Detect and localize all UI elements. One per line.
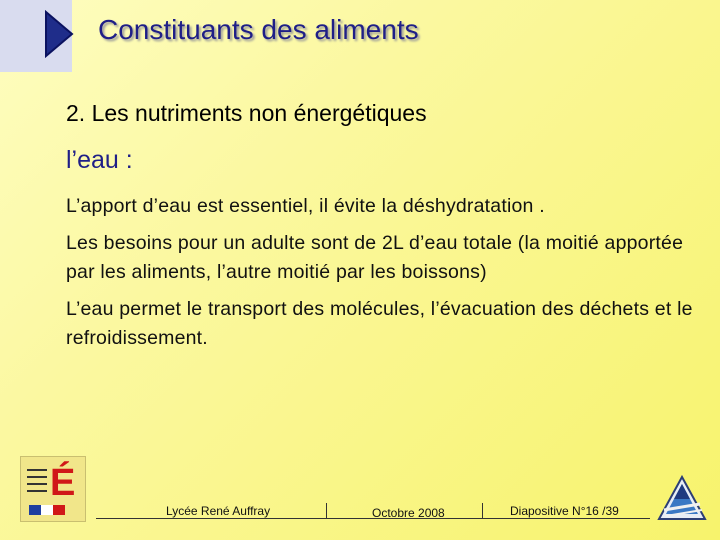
paragraph-needs: Les besoins pour un adulte sont de 2L d’eau totale (la moitié apportée par les aliments, l’autre moitié par les boissons)	[66, 232, 684, 283]
body-text	[66, 192, 696, 361]
ministry-logo	[20, 456, 86, 522]
footer-slide-number: Diapositive N°16 /39	[510, 504, 619, 518]
paragraph-dehydration: L’apport d’eau est essentiel, il évite la déshydratation .	[66, 195, 545, 217]
arrow-right-icon	[44, 10, 74, 58]
logo-text-lines	[27, 469, 47, 497]
triangle-logo-icon	[656, 474, 708, 522]
section-subtitle: 2. Les nutriments non énergétiques	[66, 100, 427, 126]
footer-separator	[326, 503, 327, 519]
section-heading: l’eau :	[66, 146, 133, 174]
logo-e-letter: É	[50, 462, 76, 504]
footer-separator	[482, 503, 483, 519]
footer-school: Lycée René Auffray	[166, 504, 271, 518]
paragraph-functions: L’eau permet le transport des molécules, l’évacuation des déchets et le refroidissement.	[66, 298, 693, 349]
footer-date: Octobre 2008	[372, 506, 445, 520]
flag-icon	[29, 505, 65, 515]
page-title: Constituants des aliments	[98, 14, 419, 45]
